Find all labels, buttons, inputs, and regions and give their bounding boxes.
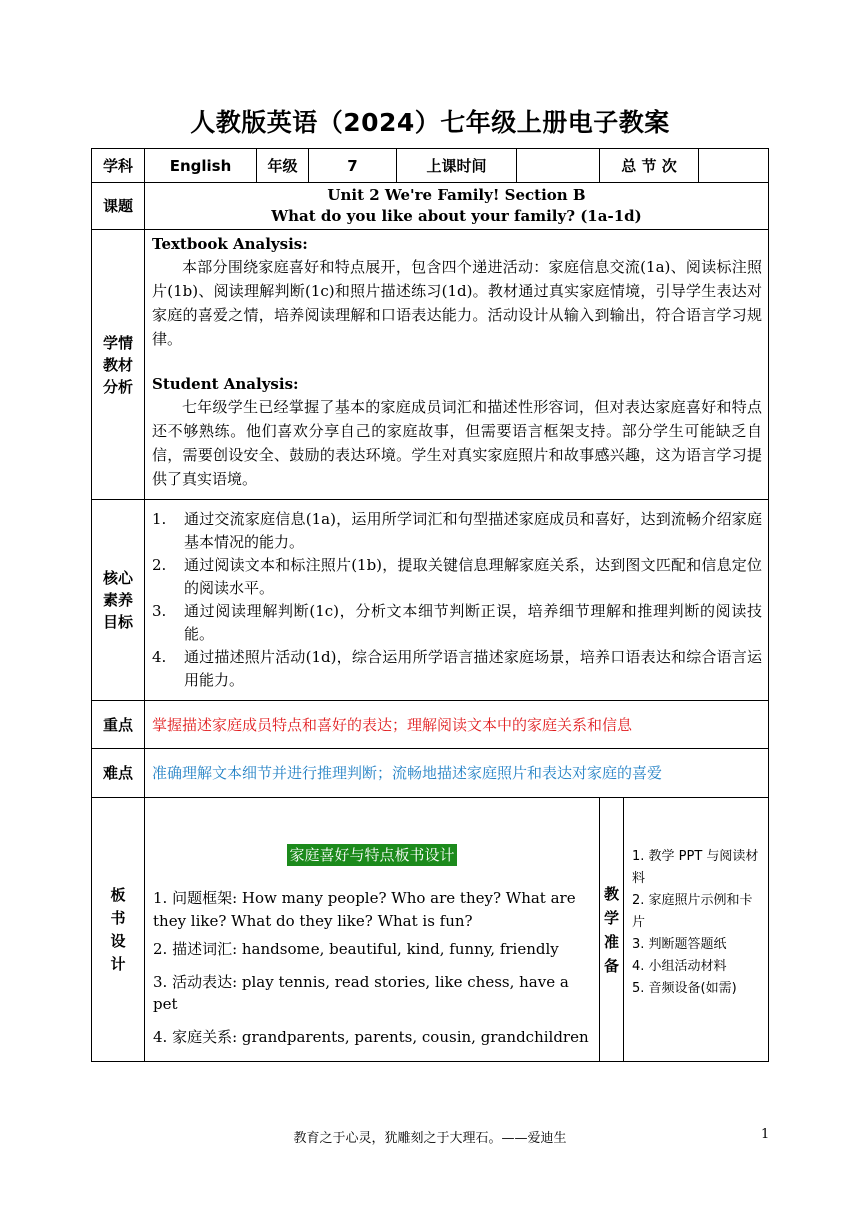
topic-cell bbox=[145, 183, 769, 230]
prep-item: 3. 判断题答题纸 bbox=[632, 937, 727, 952]
key-point-label: 重点 bbox=[92, 701, 145, 749]
analysis-label: 学情 教材 分析 bbox=[92, 230, 145, 500]
board-item: 3. 活动表达: play tennis, read stories, like chess, have a pet bbox=[153, 973, 569, 1013]
student-analysis-text: 七年级学生已经掌握了基本的家庭成员词汇和描述性形容词，但对表达家庭喜好和特点还不够熟练。他们喜欢分享自己的家庭故事，但需要语言框架支持。部分学生可能缺乏自信，需要创设安全、鼓励的表达环境。学生对真实家庭照片和故事感兴趣，这为语言学习提供了真实语境。 bbox=[152, 398, 763, 488]
goal-item: 2. 通过阅读文本和标注照片(1b)，提取关键信息理解家庭关系，达到图文匹配和信息定位的阅读水平。 bbox=[152, 556, 763, 597]
total-sessions-value bbox=[699, 149, 769, 183]
subject-value: English bbox=[145, 149, 257, 183]
textbook-analysis-heading: Textbook Analysis: bbox=[152, 235, 308, 253]
textbook-analysis-text: 本部分围绕家庭喜好和特点展开，包含四个递进活动：家庭信息交流(1a)、阅读标注照片(1b)、阅读理解判断(1c)和照片描述练习(1d)。教材通过真实家庭情境，引导学生表达对家庭的喜爱之情，培养阅读理解和口语表达能力。活动设计从输入到输出，符合语言学习规律。 bbox=[152, 258, 763, 348]
subject-label: 学科 bbox=[92, 149, 145, 183]
board-item: 2. 描述词汇: handsome, beautiful, kind, funny, friendly bbox=[153, 940, 559, 958]
prep-item: 5. 音频设备(如需) bbox=[632, 981, 737, 996]
goal-item: 3. 通过阅读理解判断(1c)，分析文本细节判断正误，培养细节理解和推理判断的阅读技能。 bbox=[152, 602, 763, 643]
goals-list bbox=[145, 508, 768, 692]
goals-content bbox=[145, 500, 769, 701]
grade-label: 年级 bbox=[257, 149, 309, 183]
total-sessions-label: 总 节 次 bbox=[600, 149, 699, 183]
grade-value: 7 bbox=[309, 149, 397, 183]
page-number: 1 bbox=[761, 1127, 770, 1142]
board-item: 4. 家庭关系: grandparents, parents, cousin, grandchildren bbox=[153, 1028, 589, 1046]
board-heading: 家庭喜好与特点板书设计 bbox=[289, 846, 455, 864]
prep-item: 2. 家庭照片示例和卡片 bbox=[632, 893, 753, 930]
prep-content bbox=[624, 798, 769, 1062]
goal-item: 4. 通过描述照片活动(1d)，综合运用所学语言描述家庭场景，培养口语表达和综合语言运用能力。 bbox=[152, 648, 763, 689]
analysis-content bbox=[145, 230, 769, 500]
student-analysis-heading: Student Analysis: bbox=[152, 375, 299, 393]
topic-line-2: What do you like about your family? (1a-1d) bbox=[271, 207, 642, 225]
board-design-content bbox=[145, 798, 600, 1062]
prep-list bbox=[624, 846, 768, 1000]
prep-item: 4. 小组活动材料 bbox=[632, 959, 727, 974]
class-time-value bbox=[517, 149, 600, 183]
lesson-plan-table bbox=[91, 148, 769, 1062]
topic-label: 课题 bbox=[92, 183, 145, 230]
key-point-text: 掌握描述家庭成员特点和喜好的表达；理解阅读文本中的家庭关系和信息 bbox=[145, 701, 769, 749]
goals-label: 核心 素养 目标 bbox=[92, 500, 145, 701]
class-time-label: 上课时间 bbox=[397, 149, 517, 183]
difficulty-label: 难点 bbox=[92, 749, 145, 798]
footer-quote: 教育之于心灵，犹雕刻之于大理石。——爱迪生 bbox=[293, 1131, 567, 1146]
goal-item: 1. 通过交流家庭信息(1a)，运用所学词汇和句型描述家庭成员和喜好，达到流畅介绍家庭基本情况的能力。 bbox=[152, 510, 763, 551]
board-label: 板 书 设 计 bbox=[92, 798, 145, 1062]
prep-item: 1. 教学 PPT 与阅读材料 bbox=[632, 849, 759, 886]
topic-line-1: Unit 2 We're Family! Section B bbox=[327, 186, 586, 204]
document-title: 人教版英语（2024）七年级上册电子教案 bbox=[190, 108, 670, 137]
board-item: 1. 问题框架: How many people? Who are they? What are they like? What do they like? What is fun? bbox=[153, 889, 576, 930]
prep-label: 教 学 准 备 bbox=[600, 798, 624, 1062]
difficulty-text: 准确理解文本细节并进行推理判断；流畅地描述家庭照片和表达对家庭的喜爱 bbox=[145, 749, 769, 798]
